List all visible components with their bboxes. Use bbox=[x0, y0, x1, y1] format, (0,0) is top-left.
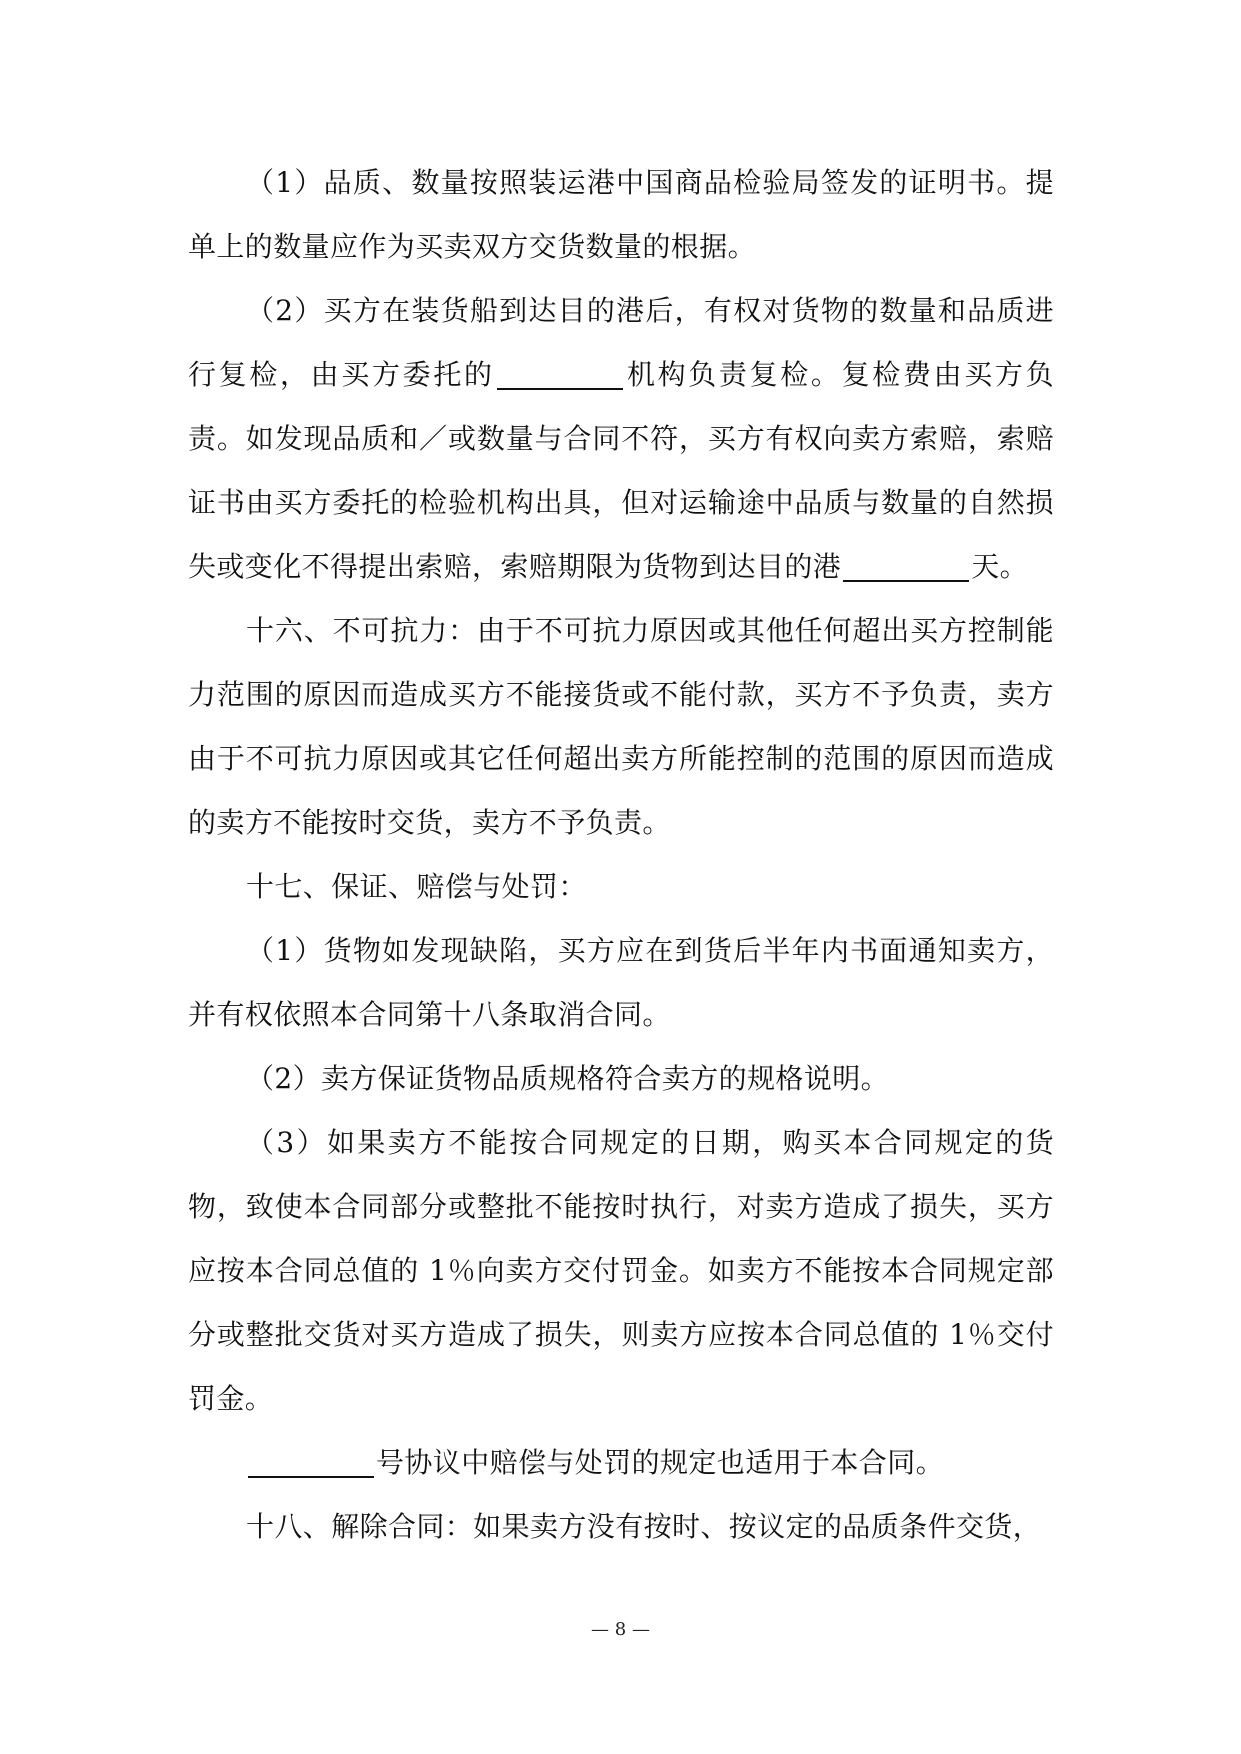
section-heading-guarantee-compensation-penalty bbox=[188, 855, 1054, 919]
paragraph-text: （2）卖方保证货物品质规格符合卖方的规格说明。 bbox=[246, 1062, 890, 1095]
paragraph-text: （1）品质、数量按照装运港中国商品检验局签发的证明书。提单上的数量应作为买卖双方交货数量的根据。 bbox=[188, 166, 1054, 263]
section-heading-text: 十七、保证、赔偿与处罚： bbox=[246, 870, 587, 903]
paragraph-text: （1）货物如发现缺陷，买方应在到货后半年内书面通知卖方，并有权依照本合同第十八条取消合同。 bbox=[188, 934, 1054, 1031]
paragraph-agreement-applicability bbox=[188, 1431, 1054, 1495]
fill-in-blank-agreement-number bbox=[248, 1444, 374, 1478]
paragraph-penalty bbox=[188, 1111, 1054, 1431]
paragraph-text: 号协议中赔偿与处罚的规定也适用于本合同。 bbox=[376, 1446, 945, 1479]
paragraph-text: （3）如果卖方不能按合同规定的日期，购买本合同规定的货物，致使本合同部分或整批不能按时执行，对卖方造成了损失，买方应按本合同总值的 1％向卖方交付罚金。如卖方不能按本合同规定部分或整批交货对买方造成了损失，则卖方应按本合同总值的 1％交付罚金。 bbox=[188, 1126, 1054, 1415]
paragraph-text: 天。 bbox=[971, 550, 1029, 583]
paragraph-text: （2）买方在装货船到达目的港后，有权对货物的数量和品质进行复检，由买方委托的 bbox=[188, 294, 1054, 391]
fill-in-blank-claim-days bbox=[843, 548, 969, 582]
paragraph-seller-guarantee bbox=[188, 1047, 1054, 1111]
fill-in-blank-inspection-agency bbox=[497, 356, 623, 390]
paragraph-quality-quantity bbox=[188, 151, 1054, 279]
paragraph-defect-notice bbox=[188, 919, 1054, 1047]
document-body bbox=[188, 151, 1054, 1559]
paragraph-termination bbox=[188, 1495, 1054, 1559]
paragraph-force-majeure bbox=[188, 599, 1054, 855]
paragraph-text: 机构负责复检。复检费由买方负责。如发现品质和／或数量与合同不符，买方有权向卖方索赔，索赔证书由买方委托的检验机构出具，但对运输途中品质与数量的自然损失或变化不得提出索赔，索赔期限为货物到达目的港 bbox=[188, 358, 1054, 583]
page-number: — 8 — bbox=[591, 1619, 650, 1640]
paragraph-text: 十八、解除合同：如果卖方没有按时、按议定的品质条件交货， bbox=[246, 1510, 1042, 1543]
paragraph-text: 十六、不可抗力：由于不可抗力原因或其他任何超出买方控制能力范围的原因而造成买方不能接货或不能付款，买方不予负责，卖方由于不可抗力原因或其它任何超出卖方所能控制的范围的原因而造成的卖方不能按时交货，卖方不予负责。 bbox=[188, 614, 1054, 839]
paragraph-reinspection bbox=[188, 279, 1054, 599]
